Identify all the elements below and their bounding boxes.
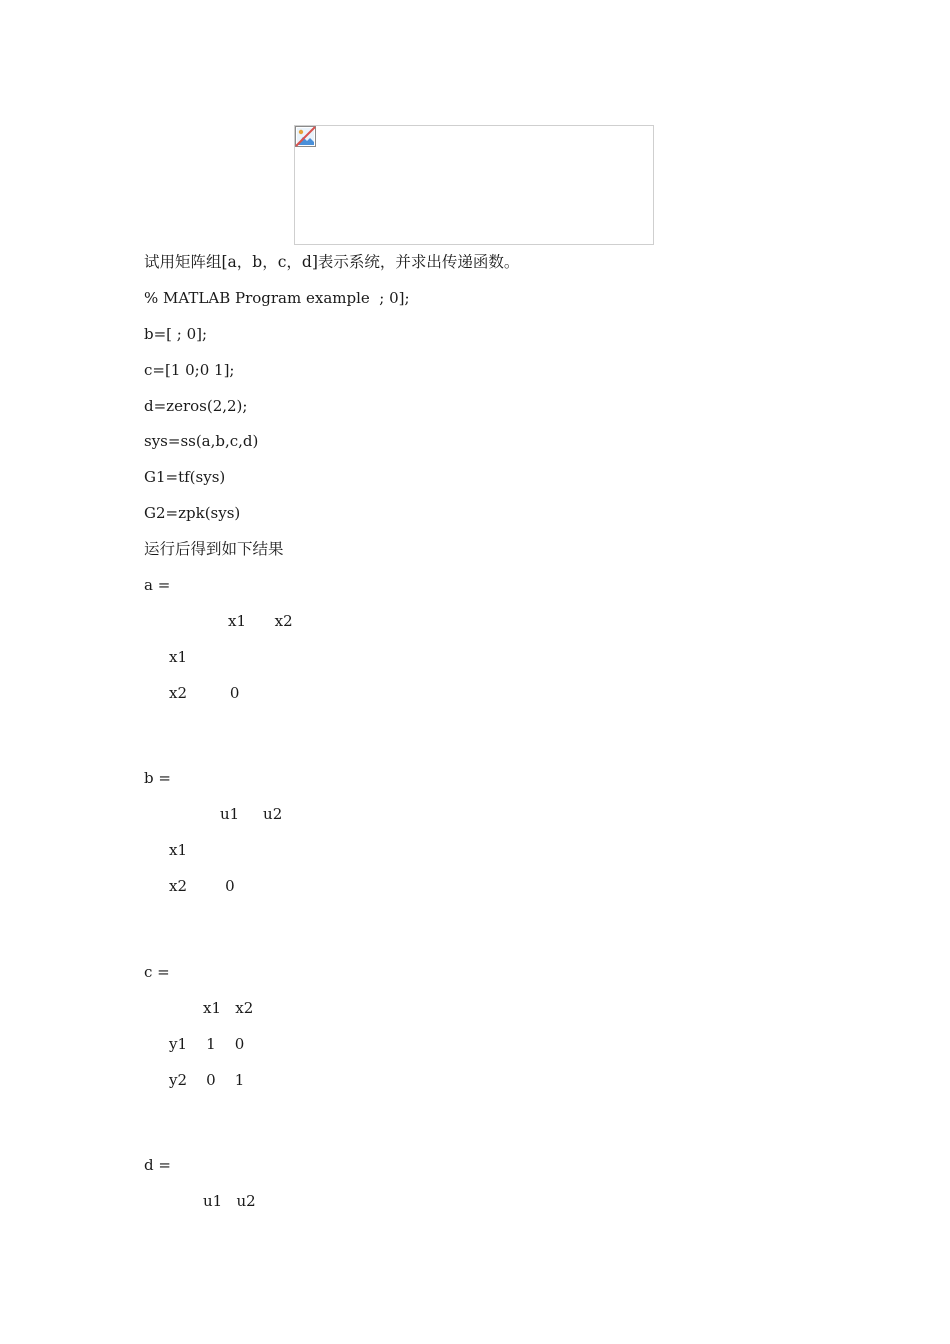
code-line: % MATLAB Program example ; 0]; <box>144 289 410 307</box>
code-line: sys=ss(a,b,c,d) <box>144 432 259 450</box>
matrix-a-row: x2 0 <box>169 684 240 702</box>
matrix-b-row: x2 0 <box>169 877 235 895</box>
result-heading: 运行后得到如下结果 <box>144 540 284 558</box>
code-line: G2=zpk(sys) <box>144 504 241 522</box>
matrix-b-row: x1 <box>169 841 188 859</box>
code-line: b=[ ; 0]; <box>144 325 208 343</box>
code-line: c=[1 0;0 1]; <box>144 361 235 379</box>
matrix-a-header: x1 x2 <box>228 612 293 630</box>
matrix-d-label: d = <box>144 1156 171 1174</box>
matrix-d-header: u1 u2 <box>203 1192 256 1210</box>
matrix-a-label: a = <box>144 576 171 594</box>
embedded-image-placeholder <box>294 125 654 245</box>
instruction-text: 试用矩阵组[a，b，c，d]表示系统，并求出传递函数。 <box>144 253 520 271</box>
matrix-c-row: y2 0 1 <box>169 1071 245 1089</box>
matrix-c-row: y1 1 0 <box>169 1035 245 1053</box>
matrix-c-label: c = <box>144 963 170 981</box>
matrix-c-header: x1 x2 <box>203 999 254 1017</box>
matrix-b-header: u1 u2 <box>220 805 283 823</box>
code-line: G1=tf(sys) <box>144 468 226 486</box>
code-line: d=zeros(2,2); <box>144 397 248 415</box>
matrix-b-label: b = <box>144 769 171 787</box>
broken-image-icon <box>295 126 316 147</box>
matrix-a-row: x1 <box>169 648 188 666</box>
